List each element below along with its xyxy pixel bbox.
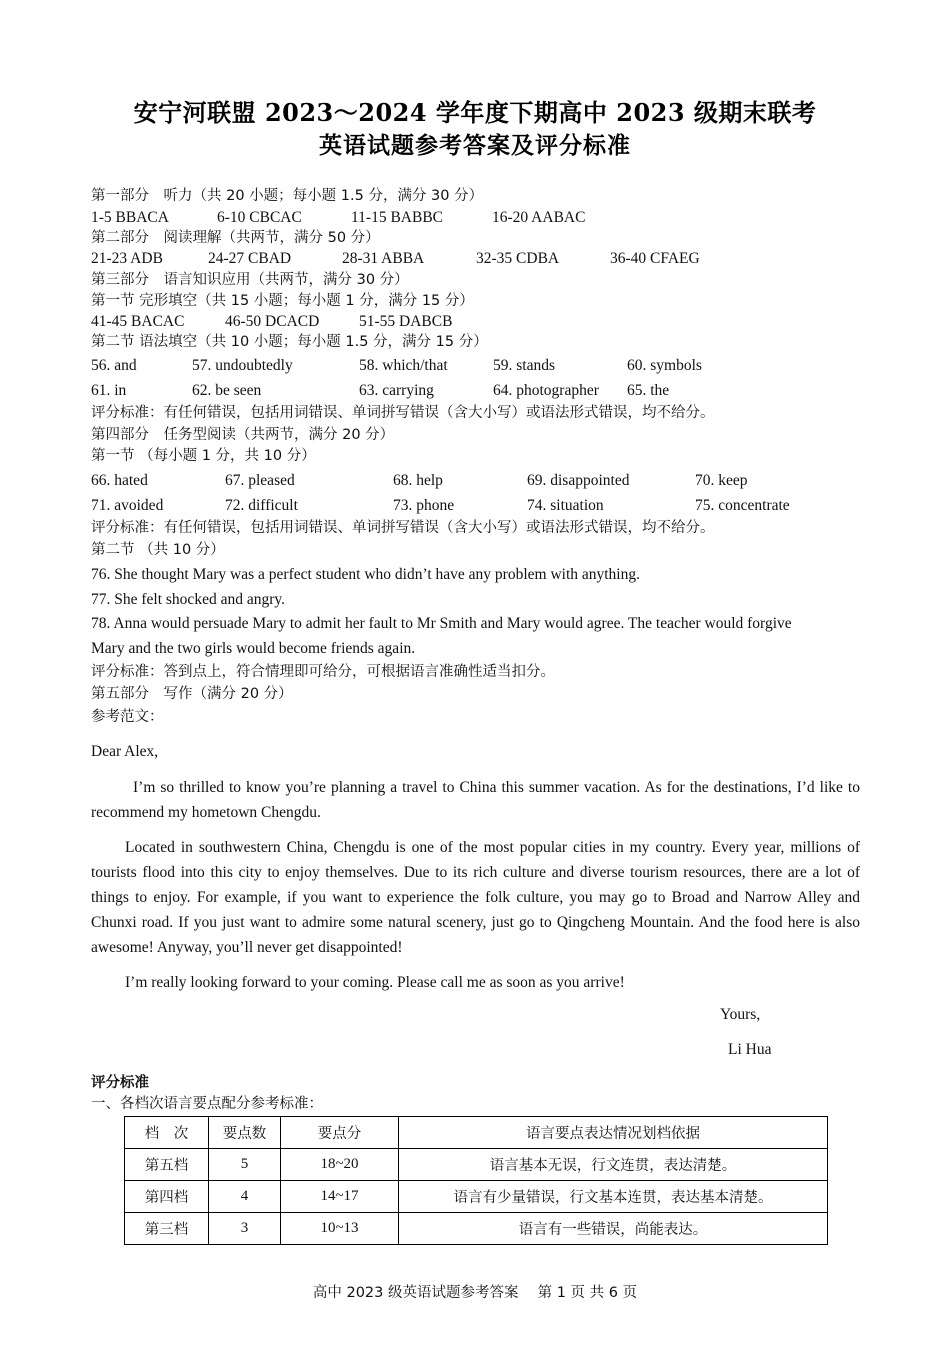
grade-level: 第五档 xyxy=(125,1149,209,1181)
table-header-row xyxy=(125,1117,828,1149)
letter-closing: Yours, xyxy=(720,1006,761,1023)
part4-header: 第四部分 任务型阅读（共两节，满分 20 分） xyxy=(91,427,395,443)
letter-signature: Li Hua xyxy=(728,1041,772,1058)
column-header: 档 次 xyxy=(125,1117,209,1149)
answer-group: 24-27 CBAD xyxy=(208,250,292,267)
answer-item: 69. disappointed xyxy=(527,472,630,489)
answer-78: 78. Anna would persuade Mary to admit her fault to Mr Smith and Mary would agree. The teacher would forgive xyxy=(91,615,792,632)
letter-greeting: Dear Alex, xyxy=(91,743,159,760)
scoring-subheading: 一、各档次语言要点配分参考标准： xyxy=(91,1096,323,1112)
answer-item: 71. avoided xyxy=(91,497,164,514)
part2-header: 第二部分 阅读理解（共两节，满分 50 分） xyxy=(91,230,380,246)
grade-description: 语言有少量错误，行文基本连贯，表达基本清楚。 xyxy=(399,1181,828,1213)
answer-item: 57. undoubtedly xyxy=(192,357,293,374)
answer-item: 65. the xyxy=(627,382,670,399)
answer-item: 68. help xyxy=(393,472,443,489)
part5-header: 第五部分 写作（满分 20 分） xyxy=(91,686,293,702)
answer-77: 77. She felt shocked and angry. xyxy=(91,591,285,608)
part4-criteria2: 评分标准：答到点上，符合情理即可给分，可根据语言准确性适当扣分。 xyxy=(91,664,555,680)
column-header: 要点数 xyxy=(209,1117,281,1149)
part3-section1-header: 第一节 完形填空（共 15 小题；每小题 1 分，满分 15 分） xyxy=(91,293,474,309)
part3-section2-header: 第二节 语法填空（共 10 小题；每小题 1.5 分，满分 15 分） xyxy=(91,334,488,350)
grade-level: 第三档 xyxy=(125,1213,209,1245)
answer-group: 41-45 BACAC xyxy=(91,313,185,330)
answer-group: 11-15 BABBC xyxy=(351,209,444,226)
answer-group: 1-5 BBACA xyxy=(91,209,169,226)
answer-item: 59. stands xyxy=(493,357,555,374)
answer-group: 6-10 CBCAC xyxy=(217,209,302,226)
grade-description: 语言基本无误，行文连贯，表达清楚。 xyxy=(399,1149,828,1181)
exam-subtitle: 英语试题参考答案及评分标准 xyxy=(319,132,631,159)
sample-essay-label: 参考范文： xyxy=(91,709,164,725)
answer-item: 63. carrying xyxy=(359,382,434,399)
part3-criteria: 评分标准：有任何错误，包括用词错误、单词拼写错误（含大小写）或语法形式错误，均不给分。 xyxy=(91,405,715,421)
answer-item: 75. concentrate xyxy=(695,497,790,514)
letter-paragraph-2: Located in southwestern China, Chengdu is one of the most popular cities in my country. Every year, millions of tourists flood into this city to enjoy themselves. Due to its rich culture and diverse tourism resources, there are a lot of things to enjoy. For example, if you want to experience the folk culture, you may go to Broad and Narrow Alley and Chunxi road. If you just want to admire some natural scenery, just go to Qingcheng Mountain. And the food here is also awesome! Anyway, you’ll never get disappointed! xyxy=(91,839,860,956)
point-count: 4 xyxy=(209,1181,281,1213)
part3-header: 第三部分 语言知识应用（共两节，满分 30 分） xyxy=(91,272,409,288)
score-range: 18~20 xyxy=(281,1149,399,1181)
column-header: 语言要点表达情况划档依据 xyxy=(399,1117,828,1149)
answer-group: 21-23 ADB xyxy=(91,250,163,267)
answer-group: 51-55 DABCB xyxy=(359,313,453,330)
part4-criteria1: 评分标准：有任何错误，包括用词错误、单词拼写错误（含大小写）或语法形式错误，均不给分。 xyxy=(91,520,715,536)
answer-78-cont: Mary and the two girls would become friends again. xyxy=(91,640,416,657)
letter-paragraph-3: I’m really looking forward to your coming. Please call me as soon as you arrive! xyxy=(125,974,625,991)
part4-section2-header: 第二节 （共 10 分） xyxy=(91,542,225,558)
grading-table xyxy=(124,1116,828,1245)
answer-item: 62. be seen xyxy=(192,382,262,399)
answer-item: 70. keep xyxy=(695,472,748,489)
answer-item: 72. difficult xyxy=(225,497,298,514)
grade-level: 第四档 xyxy=(125,1181,209,1213)
point-count: 5 xyxy=(209,1149,281,1181)
scoring-heading: 评分标准 xyxy=(91,1075,149,1091)
grade-description: 语言有一些错误，尚能表达。 xyxy=(399,1213,828,1245)
point-count: 3 xyxy=(209,1213,281,1245)
answer-item: 67. pleased xyxy=(225,472,295,489)
answer-group: 36-40 CFAEG xyxy=(610,250,700,267)
table-row xyxy=(125,1181,828,1213)
column-header: 要点分 xyxy=(281,1117,399,1149)
answer-item: 60. symbols xyxy=(627,357,702,374)
answer-group: 46-50 DCACD xyxy=(225,313,320,330)
answer-item: 58. which/that xyxy=(359,357,448,374)
answer-item: 73. phone xyxy=(393,497,455,514)
answer-item: 61. in xyxy=(91,382,127,399)
part4-section1-header: 第一节 （每小题 1 分，共 10 分） xyxy=(91,448,316,464)
exam-title: 安宁河联盟 2023～2024 学年度下期高中 2023 级期末联考 xyxy=(133,98,817,127)
answer-group: 16-20 AABAC xyxy=(492,209,586,226)
answer-item: 56. and xyxy=(91,357,137,374)
table-row xyxy=(125,1213,828,1245)
answer-item: 74. situation xyxy=(527,497,604,514)
answer-76: 76. She thought Mary was a perfect student who didn’t have any problem with anything. xyxy=(91,566,640,583)
page-footer: 高中 2023 级英语试题参考答案 第 1 页 共 6 页 xyxy=(312,1285,638,1301)
score-range: 14~17 xyxy=(281,1181,399,1213)
answer-item: 66. hated xyxy=(91,472,148,489)
part1-header: 第一部分 听力（共 20 小题；每小题 1.5 分，满分 30 分） xyxy=(91,188,484,204)
answer-item: 64. photographer xyxy=(493,382,599,399)
score-range: 10~13 xyxy=(281,1213,399,1245)
table-row xyxy=(125,1149,828,1181)
answer-group: 32-35 CDBA xyxy=(476,250,560,267)
letter-paragraph-1: I’m so thrilled to know you’re planning a travel to China this summer vacation. As for the destinations, I’d like to recommend my hometown Chengdu. xyxy=(91,779,860,821)
answer-group: 28-31 ABBA xyxy=(342,250,425,267)
